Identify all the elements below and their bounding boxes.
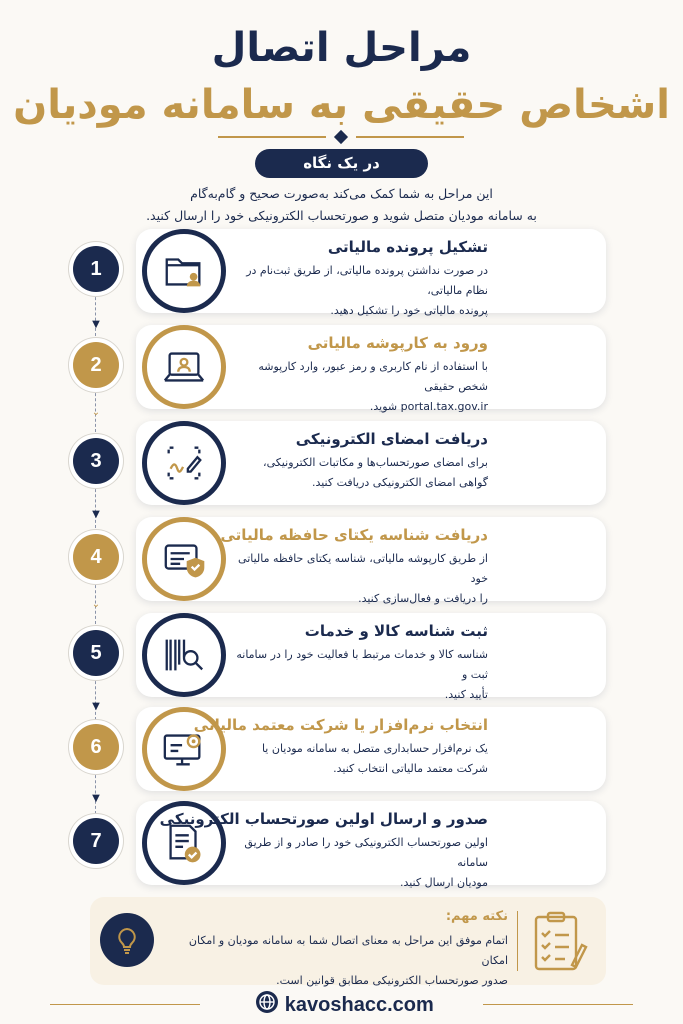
footer xyxy=(0,990,683,1020)
step-title: ثبت شناسه کالا و خدمات xyxy=(304,622,488,640)
note-text-line: اتمام موفق این مراحل به معنای اتصال شما به سامانه مودیان و امکان امکان xyxy=(188,934,508,967)
step-number-4: 4 xyxy=(73,534,119,580)
step-number-6: 6 xyxy=(73,724,119,770)
lightbulb-icon xyxy=(100,913,154,967)
step-title: دریافت شناسه یکتای حافظه مالیاتی xyxy=(220,526,488,544)
intro-line-2: به سامانه مودیان متصل شوید و صورتحساب الکترونیکی خود را ارسال کنید. xyxy=(146,208,537,223)
step-description-line: برای امضای صورتحساب‌ها و مکاتبات الکترونیکی، xyxy=(263,456,488,469)
step-number-1: 1 xyxy=(73,246,119,292)
barcode-search-icon xyxy=(142,613,226,697)
step-description xyxy=(236,739,488,779)
connector-arrow-icon: ⌄ xyxy=(91,407,101,418)
important-note xyxy=(90,897,606,985)
step-connector xyxy=(95,770,96,814)
folder-user-icon xyxy=(142,229,226,313)
note-divider xyxy=(517,911,518,971)
step-card-2 xyxy=(136,325,606,413)
step-title: انتخاب نرم‌افزار یا شرکت معتمد مالیاتی xyxy=(193,716,488,734)
step-title: ورود به کارپوشه مالیاتی xyxy=(307,334,488,352)
globe-icon xyxy=(255,990,279,1020)
step-description xyxy=(236,453,488,493)
step-description-line: شرکت معتمد مالیاتی انتخاب کنید. xyxy=(333,762,488,775)
intro-line-1: این مراحل به شما کمک می‌کند به‌صورت صحیح و گام‌به‌گام xyxy=(190,186,493,201)
connector-arrow-icon: ⌄ xyxy=(91,599,101,610)
step-description-line: مودیان ارسال کنید. xyxy=(399,876,488,889)
page-title-line2: اشخاص حقیقی به سامانه مودیان xyxy=(13,82,670,128)
note-text xyxy=(164,931,508,991)
step-description xyxy=(236,357,488,417)
step-description-line: از طریق کارپوشه مالیاتی، شناسه یکتای حافظه مالیاتی خود xyxy=(238,552,488,585)
step-description-line: شناسه کالا و خدمات مرتبط با فعالیت خود را در سامانه ثبت و xyxy=(236,648,488,681)
website-link[interactable]: kavoshacc.com xyxy=(284,993,434,1016)
step-description-line: اولین صورتحساب الکترونیکی خود را صادر و از طریق سامانه xyxy=(244,836,488,869)
clipboard-checklist-icon xyxy=(528,909,588,973)
step-title: صدور و ارسال اولین صورتحساب الکترونیکی xyxy=(159,810,488,828)
step-description-line: portal.tax.gov.ir شوید. xyxy=(369,400,488,413)
step-card-1 xyxy=(136,229,606,317)
id-card-shield-icon xyxy=(142,517,226,601)
step-number-7: 7 xyxy=(73,818,119,864)
connector-arrow-icon: ▼ xyxy=(92,701,100,712)
connector-arrow-icon: ▼ xyxy=(92,509,100,520)
laptop-user-icon xyxy=(142,325,226,409)
intro-text xyxy=(60,183,623,227)
step-number-3: 3 xyxy=(73,438,119,484)
step-connector xyxy=(95,676,96,720)
signature-pen-icon xyxy=(142,421,226,505)
step-description-line: پرونده مالیاتی خود را تشکیل دهید. xyxy=(330,304,488,317)
step-description xyxy=(236,549,488,609)
connector-arrow-icon: ▼ xyxy=(92,793,100,804)
step-number-2: 2 xyxy=(73,342,119,388)
title-divider xyxy=(218,132,464,142)
step-description-line: را دریافت و فعال‌سازی کنید. xyxy=(358,592,488,605)
step-title: تشکیل پرونده مالیاتی xyxy=(327,238,488,256)
step-card-4 xyxy=(136,517,606,605)
step-description-line: یک نرم‌افزار حسابداری متصل به سامانه مودیان یا xyxy=(261,742,488,755)
step-card-6 xyxy=(136,707,606,791)
step-description xyxy=(236,261,488,321)
overview-badge: در یک نگاه xyxy=(255,149,428,178)
step-title: دریافت امضای الکترونیکی xyxy=(295,430,488,448)
step-description-line: تأیید کنید. xyxy=(444,688,488,701)
step-description-line: در صورت نداشتن پرونده مالیاتی، از طریق ثبت‌نام در نظام مالیاتی، xyxy=(246,264,488,297)
step-description-line: گواهی امضای الکترونیکی دریافت کنید. xyxy=(311,476,488,489)
note-title: نکته مهم: xyxy=(445,909,508,924)
note-text-line: صدور صورتحساب الکترونیکی مطابق قوانین است. xyxy=(276,974,508,987)
step-card-5 xyxy=(136,613,606,701)
step-description xyxy=(236,645,488,705)
step-description xyxy=(236,833,488,893)
step-card-7 xyxy=(136,801,606,889)
page-title-line1: مراحل اتصال xyxy=(211,25,472,71)
step-card-3 xyxy=(136,421,606,505)
connector-arrow-icon: ▼ xyxy=(92,319,100,330)
step-number-5: 5 xyxy=(73,630,119,676)
step-description-line: با استفاده از نام کاربری و رمز عبور، وارد کارپوشه شخص حقیقی xyxy=(258,360,488,393)
step-connector xyxy=(95,484,96,528)
